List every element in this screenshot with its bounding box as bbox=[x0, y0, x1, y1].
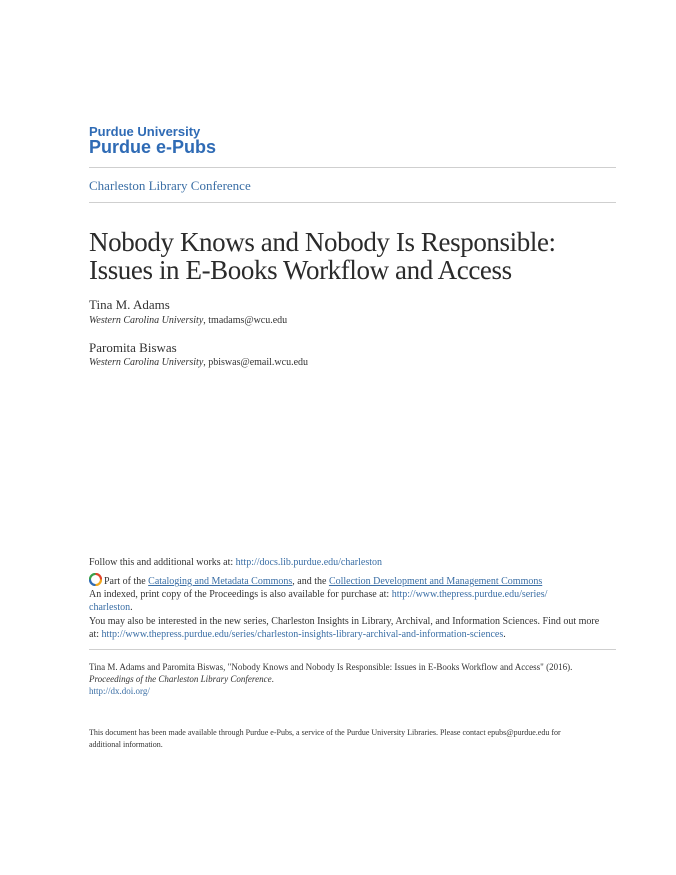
author-affiliation bbox=[89, 315, 287, 326]
footer-line-1: This document has been made available through Purdue e-Pubs, a service of the Purdue University Libraries. Please contact epubs@purdue.edu for bbox=[89, 728, 561, 737]
article-title bbox=[89, 228, 609, 284]
follow-link[interactable]: http://docs.lib.purdue.edu/charleston bbox=[235, 557, 383, 568]
citation-text: Tina M. Adams and Paromita Biswas, "Nobody Knows and Nobody Is Responsible: Issues in E-Books Workflow and Access" (2016). bbox=[89, 662, 573, 672]
insights-period: . bbox=[503, 629, 506, 640]
affiliation-name: Western Carolina University bbox=[89, 315, 204, 326]
press-series-link-cont[interactable]: charleston bbox=[89, 602, 131, 613]
follow-line bbox=[89, 556, 609, 569]
part-of-separator: , and the bbox=[292, 576, 329, 587]
author-name: Tina M. Adams bbox=[89, 297, 170, 312]
press-series-link[interactable]: http://www.thepress.purdue.edu/series/ bbox=[391, 589, 548, 600]
title-line-2: Issues in E-Books Workflow and Access bbox=[89, 255, 512, 285]
university-name: Purdue University bbox=[89, 124, 201, 139]
collection-development-commons-link[interactable]: Collection Development and Management Commons bbox=[328, 576, 543, 587]
author-affiliation bbox=[89, 357, 308, 368]
footer-note bbox=[89, 727, 589, 751]
insights-series-link[interactable]: http://www.thepress.purdue.edu/series/charleston-insights-library-archival-and-information-sciences bbox=[101, 629, 504, 640]
proceedings-title: Proceedings of the Charleston Library Conference bbox=[89, 674, 272, 684]
insights-series-text bbox=[89, 615, 609, 641]
affiliation-name: Western Carolina University bbox=[89, 357, 204, 368]
footer-line-2: additional information. bbox=[89, 740, 163, 749]
repository-name[interactable]: Purdue e-Pubs bbox=[89, 137, 217, 157]
series-link[interactable]: Charleston Library Conference bbox=[89, 178, 251, 193]
citation-block bbox=[89, 661, 609, 697]
indexed-period: . bbox=[130, 602, 133, 613]
citation-doi bbox=[89, 685, 609, 697]
title-line-1: Nobody Knows and Nobody Is Responsible: bbox=[89, 227, 556, 257]
indexed-label: An indexed, print copy of the Proceedings is also available for purchase at: bbox=[89, 589, 392, 600]
author-email: , pbiswas@email.wcu.edu bbox=[203, 357, 309, 368]
cataloging-commons-link[interactable]: Cataloging and Metadata Commons bbox=[148, 576, 293, 587]
divider-citation bbox=[89, 649, 616, 650]
doi-link[interactable]: http://dx.doi.org/ bbox=[89, 686, 150, 696]
divider-bottom bbox=[89, 202, 616, 203]
insights-label: You may also be interested in the new series, Charleston Insights in Library, Archival, and Information Sciences. Find out more at: bbox=[89, 616, 600, 640]
commons-network-icon bbox=[89, 573, 102, 586]
proceedings-period: . bbox=[271, 674, 274, 684]
divider-top bbox=[89, 167, 616, 168]
author-name: Paromita Biswas bbox=[89, 340, 177, 355]
part-of-label: Part of the bbox=[104, 576, 149, 587]
citation-proceedings bbox=[89, 673, 609, 685]
part-of-line bbox=[89, 573, 609, 588]
indexed-copy-text bbox=[89, 588, 609, 614]
follow-label: Follow this and additional works at: bbox=[89, 557, 236, 568]
author-email: , tmadams@wcu.edu bbox=[203, 315, 288, 326]
